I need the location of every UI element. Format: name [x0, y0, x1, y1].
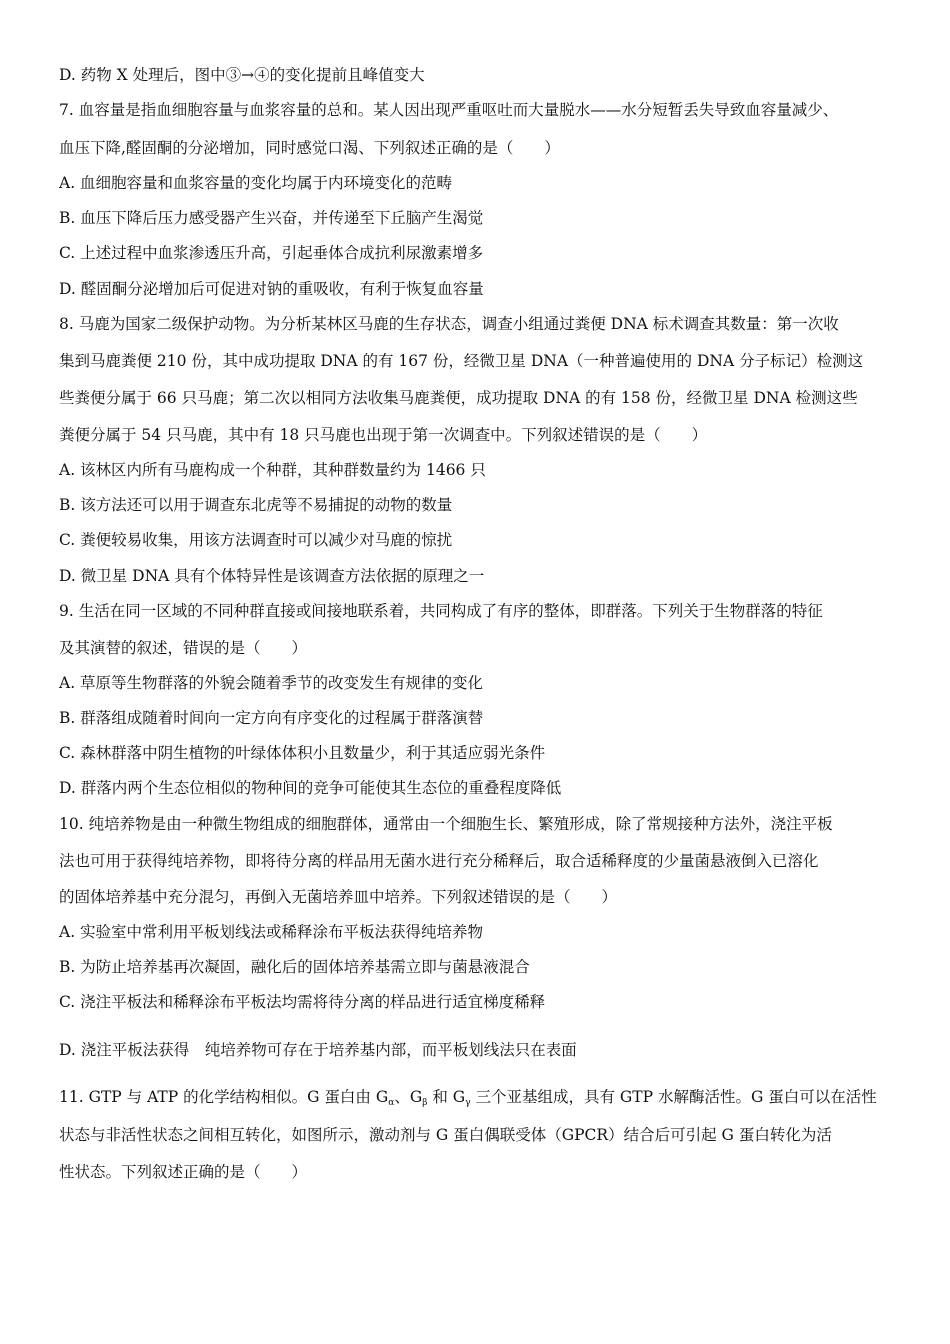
- q9-stem-line-1: 9. 生活在同一区域的不同种群直接或间接地联系着，共同构成了有序的整体，即群落。下列关于生物群落的特征: [59, 602, 823, 620]
- subscript-beta: β: [422, 1098, 428, 1108]
- q11-text-c: 和 G: [427, 1088, 466, 1106]
- q10-option-d: D. 浇注平板法获得 纯培养物可存在于培养基内部，而平板划线法只在表面: [59, 1041, 577, 1059]
- q11-text-b: 、G: [394, 1088, 423, 1106]
- subscript-alpha: α: [388, 1098, 395, 1108]
- q7-option-d: D. 醛固酮分泌增加后可促进对钠的重吸收，有利于恢复血容量: [59, 280, 484, 298]
- q7-option-c: C. 上述过程中血浆渗透压升高，引起垂体合成抗利尿激素增多: [59, 244, 484, 262]
- q6-option-d: D. 药物 X 处理后，图中③→④的变化提前且峰值变大: [59, 66, 425, 84]
- q9-option-d: D. 群落内两个生态位相似的物种间的竞争可能使其生态位的重叠程度降低: [59, 779, 562, 797]
- q8-option-b: B. 该方法还可以用于调查东北虎等不易捕捉的动物的数量: [59, 496, 453, 514]
- q9-option-c: C. 森林群落中阴生植物的叶绿体体积小且数量少，利于其适应弱光条件: [59, 744, 546, 762]
- q8-stem-line-4: 粪便分属于 54 只马鹿，其中有 18 只马鹿也出现于第一次调查中。下列叙述错误的是（ ）: [59, 426, 708, 444]
- q8-stem-line-3: 些粪便分属于 66 只马鹿；第二次以相同方法收集马鹿粪便，成功提取 DNA 的有 158 份，经微卫星 DNA 检测这些: [59, 389, 858, 407]
- q10-option-b: B. 为防止培养基再次凝固，融化后的固体培养基需立即与菌悬液混合: [59, 958, 530, 976]
- q10-stem-line-1: 10. 纯培养物是由一种微生物组成的细胞群体，通常由一个细胞生长、繁殖形成，除了常规接种方法外，浇注平板: [59, 815, 833, 833]
- q8-option-c: C. 粪便较易收集，用该方法调查时可以减少对马鹿的惊扰: [59, 531, 453, 549]
- subscript-gamma: γ: [465, 1098, 471, 1108]
- q9-option-a: A. 草原等生物群落的外貌会随着季节的改变发生有规律的变化: [59, 674, 484, 692]
- q11-text-d: 三个亚基组成，具有 GTP 水解酶活性。G 蛋白可以在活性: [470, 1088, 877, 1106]
- q8-stem-line-1: 8. 马鹿为国家二级保护动物。为分析某林区马鹿的生存状态，调查小组通过粪便 DNA 标术调查其数量：第一次收: [59, 315, 839, 333]
- q10-stem-line-2: 法也可用于获得纯培养物，即将待分离的样品用无菌水进行充分稀释后，取合适稀释度的少量菌悬液倒入已溶化: [59, 852, 819, 870]
- q8-option-a: A. 该林区内所有马鹿构成一个种群，其种群数量约为 1466 只: [59, 461, 486, 479]
- q10-option-a: A. 实验室中常利用平板划线法或稀释涂布平板法获得纯培养物: [59, 923, 484, 941]
- q8-stem-line-2: 集到马鹿粪便 210 份，其中成功提取 DNA 的有 167 份，经微卫星 DNA（一种普遍使用的 DNA 分子标记）检测这: [59, 352, 864, 370]
- q11-stem-line-1: [59, 1086, 920, 1114]
- q10-stem-line-3: 的固体培养基中充分混匀，再倒入无菌培养皿中培养。下列叙述错误的是（ ）: [59, 888, 618, 906]
- q10-option-c: C. 浇注平板法和稀释涂布平板法均需将待分离的样品进行适宜梯度稀释: [59, 993, 546, 1011]
- q11-stem-line-3: 性状态。下列叙述正确的是（ ）: [59, 1163, 308, 1181]
- q7-stem-line-2: 血压下降,醛固酮的分泌增加，同时感觉口渴、下列叙述正确的是（ ）: [59, 139, 560, 157]
- q8-option-d: D. 微卫星 DNA 具有个体特异性是该调查方法依据的原理之一: [59, 567, 485, 585]
- q7-option-a: A. 血细胞容量和血浆容量的变化均属于内环境变化的范畴: [59, 174, 453, 192]
- q9-stem-line-2: 及其演替的叙述，错误的是（ ）: [59, 639, 308, 657]
- q7-option-b: B. 血压下降后压力感受器产生兴奋，并传递至下丘脑产生渴觉: [59, 209, 484, 227]
- q11-stem-line-2: 状态与非活性状态之间相互转化，如图所示，激动剂与 G 蛋白偶联受体（GPCR）结合后可引起 G 蛋白转化为活: [59, 1126, 832, 1144]
- q9-option-b: B. 群落组成随着时间向一定方向有序变化的过程属于群落演替: [59, 709, 484, 727]
- q7-stem-line-1: 7. 血容量是指血细胞容量与血浆容量的总和。某人因出现严重呕吐而大量脱水——水分短暂丢失导致血容量减少、: [59, 101, 839, 119]
- q11-text-a: 11. GTP 与 ATP 的化学结构相似。G 蛋白由 G: [59, 1088, 389, 1106]
